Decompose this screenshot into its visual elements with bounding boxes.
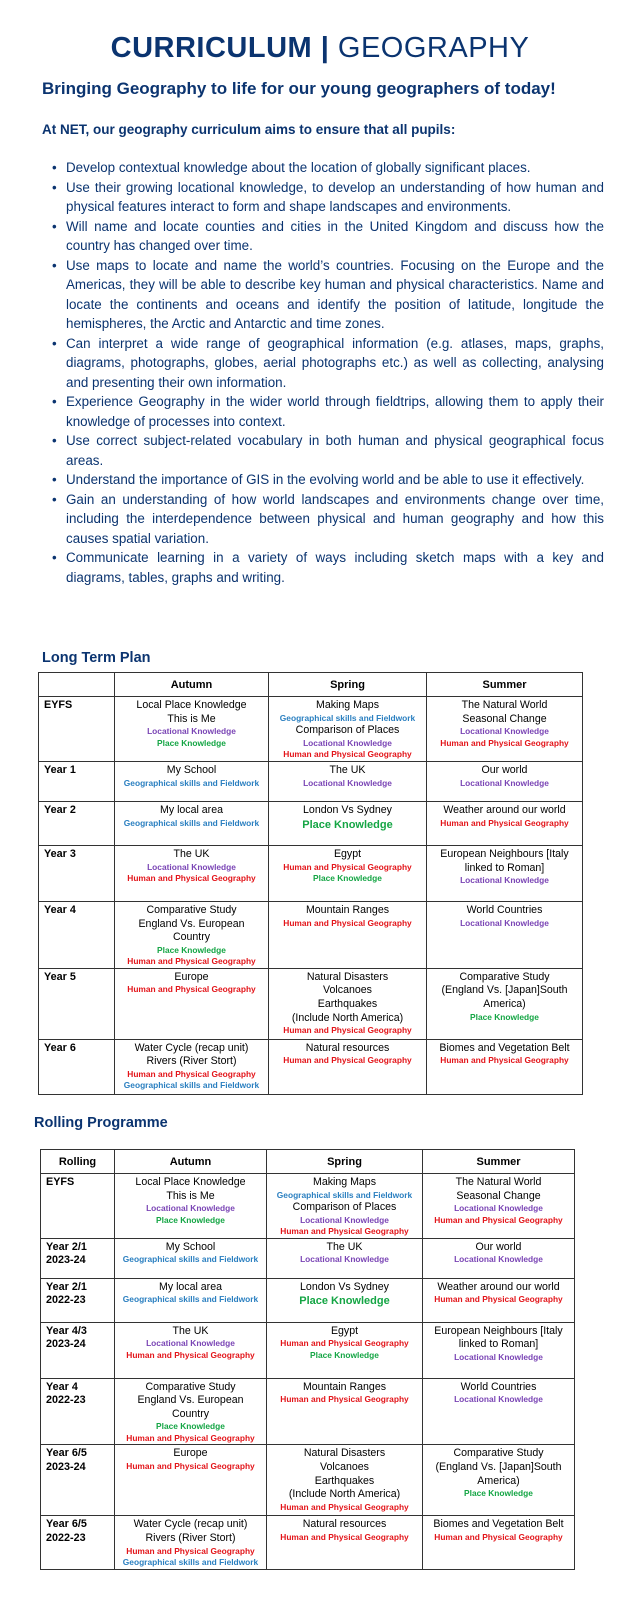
unit-title: Weather around our world [443,804,566,816]
year-group-label: Year 4 [46,1380,78,1393]
year-group-label: Year 6/5 [46,1518,87,1531]
aim-item: • Use correct subject-related vocabulary in both human and physical geographical focus areas. [66,431,604,470]
focus-tag: Place Knowledge [157,944,226,955]
unit-title: Local Place Knowledge [136,699,247,711]
focus-tag: Locational Knowledge [147,861,236,872]
unit-title: Seasonal Change [456,1189,541,1202]
unit-title: The Natural World [455,1176,542,1188]
year-group-cell [39,902,115,969]
year-group-cell [39,697,115,762]
focus-tag: Place Knowledge [156,1421,225,1432]
table-row [39,1039,583,1094]
focus-tag: Locational Knowledge [146,1203,235,1214]
focus-tag: Geographical skills and Fieldwork [122,1557,259,1568]
unit-cell [269,902,427,969]
focus-tag: Human and Physical Geography [280,1226,409,1237]
unit-cell [267,1174,423,1239]
column-header: Spring [269,673,427,697]
focus-tag: Human and Physical Geography [434,1532,563,1543]
focus-tag: Geographical skills and Fieldwork [122,1254,259,1265]
unit-cell [269,846,427,902]
table-row [39,697,583,762]
unit-title: America) [477,1474,520,1487]
focus-tag: Human and Physical Geography [126,1461,255,1472]
unit-cell [267,1516,423,1569]
unit-cell [423,1445,575,1516]
focus-tag: Human and Physical Geography [434,1214,563,1225]
year-group-cell [41,1445,115,1516]
table-row [41,1322,575,1378]
intro-text: At NET, our geography curriculum aims to ensure that all pupils: [42,122,456,137]
year-group-label: Year 3 [44,848,76,860]
page-title [0,32,640,65]
focus-tag: Human and Physical Geography [440,1055,569,1066]
focus-tag: Geographical skills and Fieldwork [276,1189,413,1200]
focus-tag: Human and Physical Geography [283,749,412,760]
unit-title: The UK [329,764,366,776]
focus-tag: Place Knowledge [470,1011,539,1022]
unit-title: Natural resources [302,1518,387,1531]
unit-title: This is Me [166,1189,215,1202]
unit-cell [269,1039,427,1094]
focus-tag: Place Knowledge [157,737,226,748]
unit-title: World Countries [466,904,543,916]
unit-title: (England Vs. [Japan]South [435,1461,562,1474]
unit-cell [115,1238,267,1278]
unit-cell [269,697,427,762]
column-header: Autumn [115,1150,267,1174]
aim-item: • Understand the importance of GIS in the evolving world and be able to use it effectively. [66,470,604,490]
focus-tag: Human and Physical Geography [440,817,569,828]
focus-tag: Human and Physical Geography [280,1501,409,1512]
year-group-label: 2023-24 [46,1461,86,1474]
table-row [41,1174,575,1239]
table-header-row [41,1150,575,1174]
focus-tag: Locational Knowledge [460,777,549,788]
column-header: Spring [267,1150,423,1174]
table-row [41,1445,575,1516]
unit-cell [115,902,269,969]
unit-title: Rivers (River Stort) [145,1532,236,1545]
unit-cell [427,697,583,762]
column-header: Rolling [41,1150,115,1174]
unit-title: Mountain Ranges [305,904,390,916]
unit-title: Volcanoes [320,1461,369,1474]
focus-tag: Place Knowledge [156,1214,225,1225]
unit-title: Mountain Ranges [302,1380,387,1393]
unit-title: Our world [481,764,528,776]
rolling-programme-heading: Rolling Programme [34,1115,168,1131]
year-group-cell [41,1278,115,1322]
unit-title: England Vs. European [138,917,245,930]
unit-title: My School [165,1240,216,1253]
year-group-cell [41,1516,115,1569]
unit-cell [267,1378,423,1445]
unit-cell [115,1378,267,1445]
focus-tag: Human and Physical Geography [283,1055,412,1066]
unit-title: Comparative Study [146,904,237,916]
table-row [39,846,583,902]
unit-cell [115,1039,269,1094]
unit-title: My local area [159,1280,222,1293]
year-group-label: Year 5 [44,970,76,983]
unit-title: World Countries [460,1380,537,1393]
focus-tag: Locational Knowledge [303,737,392,748]
year-group-label: Year 2/1 [46,1280,87,1293]
unit-title: Egypt [333,848,362,860]
table-row [39,902,583,969]
unit-title: Europe [173,1447,208,1460]
unit-cell [115,1516,267,1569]
unit-title: (England Vs. [Japan]South [441,984,568,997]
unit-title: Country [171,1407,210,1420]
unit-title: London Vs Sydney [300,1280,389,1293]
year-group-label: EYFS [44,699,73,711]
year-group-label: Year 2 [44,804,76,816]
focus-tag: Human and Physical Geography [283,917,412,928]
focus-tag: Human and Physical Geography [280,1532,409,1543]
unit-title: My local area [160,804,223,816]
unit-title: The UK [173,848,210,860]
focus-tag: Locational Knowledge [300,1254,389,1265]
focus-tag: Locational Knowledge [454,1203,543,1214]
unit-cell [423,1516,575,1569]
table-row [39,802,583,846]
year-group-label: Year 4 [44,904,76,916]
table-row [39,762,583,802]
year-group-label: Year 1 [44,764,76,776]
focus-tag: Place Knowledge [310,1349,379,1360]
unit-title: Country [172,931,211,944]
focus-tag: Human and Physical Geography [126,1432,255,1443]
year-group-label: 2022-23 [46,1394,86,1407]
year-group-cell [41,1378,115,1445]
focus-tag: Place Knowledge [302,818,393,831]
unit-cell [423,1378,575,1445]
focus-tag: Place Knowledge [464,1488,533,1499]
unit-cell [267,1322,423,1378]
title-bold: CURRICULUM | [110,32,330,64]
focus-tag: Locational Knowledge [460,917,549,928]
unit-title: Natural resources [305,1041,390,1054]
unit-cell [423,1174,575,1239]
unit-title: Our world [475,1240,522,1253]
unit-cell [267,1278,423,1322]
focus-tag: Human and Physical Geography [127,873,256,884]
unit-title: Natural Disasters [303,1447,386,1460]
unit-cell [269,762,427,802]
focus-tag: Human and Physical Geography [126,1349,255,1360]
focus-tag: Human and Physical Geography [440,737,569,748]
focus-tag: Locational Knowledge [454,1394,543,1405]
unit-title: (Include North America) [291,1011,404,1024]
unit-cell [269,802,427,846]
year-group-label: EYFS [46,1176,75,1188]
year-group-cell [39,1039,115,1094]
unit-title: London Vs Sydney [303,804,392,816]
unit-cell [423,1278,575,1322]
focus-tag: Human and Physical Geography [127,1068,256,1079]
long-term-plan-table [38,672,583,1095]
focus-tag: Locational Knowledge [300,1214,389,1225]
unit-title: Making Maps [316,699,379,711]
unit-title: Comparative Study [459,970,550,983]
focus-tag: Locational Knowledge [303,777,392,788]
unit-title: European Neighbours [Italy [440,848,569,860]
focus-tag: Geographical skills and Fieldwork [123,817,260,828]
unit-cell [115,846,269,902]
unit-title: England Vs. European [137,1394,244,1407]
unit-title: linked to Roman] [464,861,545,874]
year-group-cell [39,802,115,846]
unit-cell [115,802,269,846]
aims-list [42,158,604,587]
unit-title: The UK [172,1324,209,1337]
aim-item: • Will name and locate counties and cities in the United Kingdom and discuss how the country has changed over time. [66,217,604,256]
focus-tag: Human and Physical Geography [283,861,412,872]
focus-tag: Geographical skills and Fieldwork [122,1294,259,1305]
unit-title: Water Cycle (recap unit) [134,1041,249,1054]
year-group-label: Year 4/3 [46,1324,87,1337]
table-row [39,968,583,1039]
page-subtitle: Bringing Geography to life for our young geographers of today! [42,79,556,98]
unit-title: Biomes and Vegetation Belt [439,1041,570,1054]
focus-tag: Place Knowledge [313,873,382,884]
focus-tag: Human and Physical Geography [127,984,256,995]
unit-title: Biomes and Vegetation Belt [433,1518,564,1531]
unit-title: Egypt [330,1324,359,1337]
year-group-cell [41,1322,115,1378]
unit-cell [267,1445,423,1516]
focus-tag: Locational Knowledge [146,1338,235,1349]
unit-cell [427,762,583,802]
focus-tag: Locational Knowledge [460,726,549,737]
column-header: Autumn [115,673,269,697]
focus-tag: Geographical skills and Fieldwork [123,777,260,788]
unit-title: Volcanoes [323,984,372,997]
unit-cell [427,846,583,902]
unit-cell [427,902,583,969]
unit-cell [423,1238,575,1278]
year-group-label: Year 6/5 [46,1447,87,1460]
table-row [41,1378,575,1445]
aim-item: • Use their growing locational knowledge, to develop an understanding of how human and physical features interact to form and shape landscapes and environments. [66,178,604,217]
focus-tag: Locational Knowledge [454,1351,543,1362]
focus-tag: Locational Knowledge [454,1254,543,1265]
unit-title: European Neighbours [Italy [434,1324,563,1337]
unit-title: Comparative Study [145,1380,236,1393]
table-row [41,1516,575,1569]
focus-tag: Place Knowledge [299,1295,390,1308]
year-group-cell [41,1174,115,1239]
unit-cell [427,802,583,846]
unit-title: My School [166,764,217,776]
unit-cell [115,697,269,762]
unit-title: Making Maps [313,1176,376,1188]
table-header-row [39,673,583,697]
table-row [41,1238,575,1278]
focus-tag: Human and Physical Geography [280,1338,409,1349]
aim-item: • Use maps to locate and name the world’s countries. Focusing on the Europe and the Americas, they will be able to describe key human and physical characteristics. Name and locate the continents and oceans and identify the position of latitude, longitude the hemispheres, the Arctic and Antarctic and time zones. [66,256,604,334]
unit-title: America) [483,997,526,1010]
year-group-cell [39,762,115,802]
focus-tag: Human and Physical Geography [126,1545,255,1556]
column-header: Summer [423,1150,575,1174]
focus-tag: Human and Physical Geography [280,1394,409,1405]
unit-cell [427,1039,583,1094]
focus-tag: Human and Physical Geography [127,956,256,967]
unit-title: Comparative Study [453,1447,544,1460]
unit-title: Water Cycle (recap unit) [133,1518,248,1531]
year-group-label: 2022-23 [46,1532,86,1545]
year-group-label: 2023-24 [46,1254,86,1267]
year-group-label: 2022-23 [46,1294,86,1307]
column-header [39,673,115,697]
unit-cell [115,1322,267,1378]
year-group-cell [39,968,115,1039]
unit-title: Seasonal Change [462,712,547,725]
unit-title: Europe [174,970,209,983]
year-group-label: Year 2/1 [46,1240,87,1253]
unit-cell [269,968,427,1039]
unit-cell [267,1238,423,1278]
unit-cell [115,1278,267,1322]
unit-title: This is Me [167,712,216,725]
table-row [41,1278,575,1322]
column-header: Summer [427,673,583,697]
unit-cell [115,1445,267,1516]
aim-item: • Experience Geography in the wider world through fieldtrips, allowing them to apply their knowledge of processes into context. [66,392,604,431]
focus-tag: Geographical skills and Fieldwork [123,1080,260,1091]
aim-item: • Communicate learning in a variety of ways including sketch maps with a key and diagrams, tables, graphs and writing. [66,548,604,587]
aim-item: • Can interpret a wide range of geographical information (e.g. atlases, maps, graphs, diagrams, photographs, globes, aerial photographs etc.) as well as collecting, analysing and presenting their own information. [66,334,604,393]
unit-title: Comparison of Places [295,724,400,737]
title-light: GEOGRAPHY [329,32,530,64]
focus-tag: Human and Physical Geography [283,1025,412,1036]
rolling-programme-table [40,1149,575,1570]
long-term-plan-heading: Long Term Plan [42,650,151,666]
unit-title: linked to Roman] [458,1338,539,1351]
unit-cell [115,1174,267,1239]
unit-cell [115,968,269,1039]
year-group-label: Year 6 [44,1041,76,1054]
aim-item: • Develop contextual knowledge about the location of globally significant places. [66,158,604,178]
unit-title: Rivers (River Stort) [146,1055,237,1068]
unit-title: Local Place Knowledge [135,1176,246,1188]
aim-item: • Gain an understanding of how world landscapes and environments change over time, including the interdependence between physical and human geography and how this causes spatial variation. [66,490,604,549]
unit-title: Comparison of Places [292,1201,397,1214]
unit-title: Earthquakes [314,1474,375,1487]
focus-tag: Locational Knowledge [147,726,236,737]
year-group-cell [39,846,115,902]
unit-title: The Natural World [461,699,548,711]
unit-title: The UK [326,1240,363,1253]
unit-cell [115,762,269,802]
unit-title: Earthquakes [317,997,378,1010]
year-group-label: 2023-24 [46,1338,86,1351]
unit-title: (Include North America) [288,1488,401,1501]
unit-cell [427,968,583,1039]
focus-tag: Locational Knowledge [460,875,549,886]
unit-title: Weather around our world [437,1280,560,1293]
unit-title: Natural Disasters [306,970,389,983]
unit-cell [423,1322,575,1378]
focus-tag: Geographical skills and Fieldwork [279,712,416,723]
year-group-cell [41,1238,115,1278]
focus-tag: Human and Physical Geography [434,1294,563,1305]
